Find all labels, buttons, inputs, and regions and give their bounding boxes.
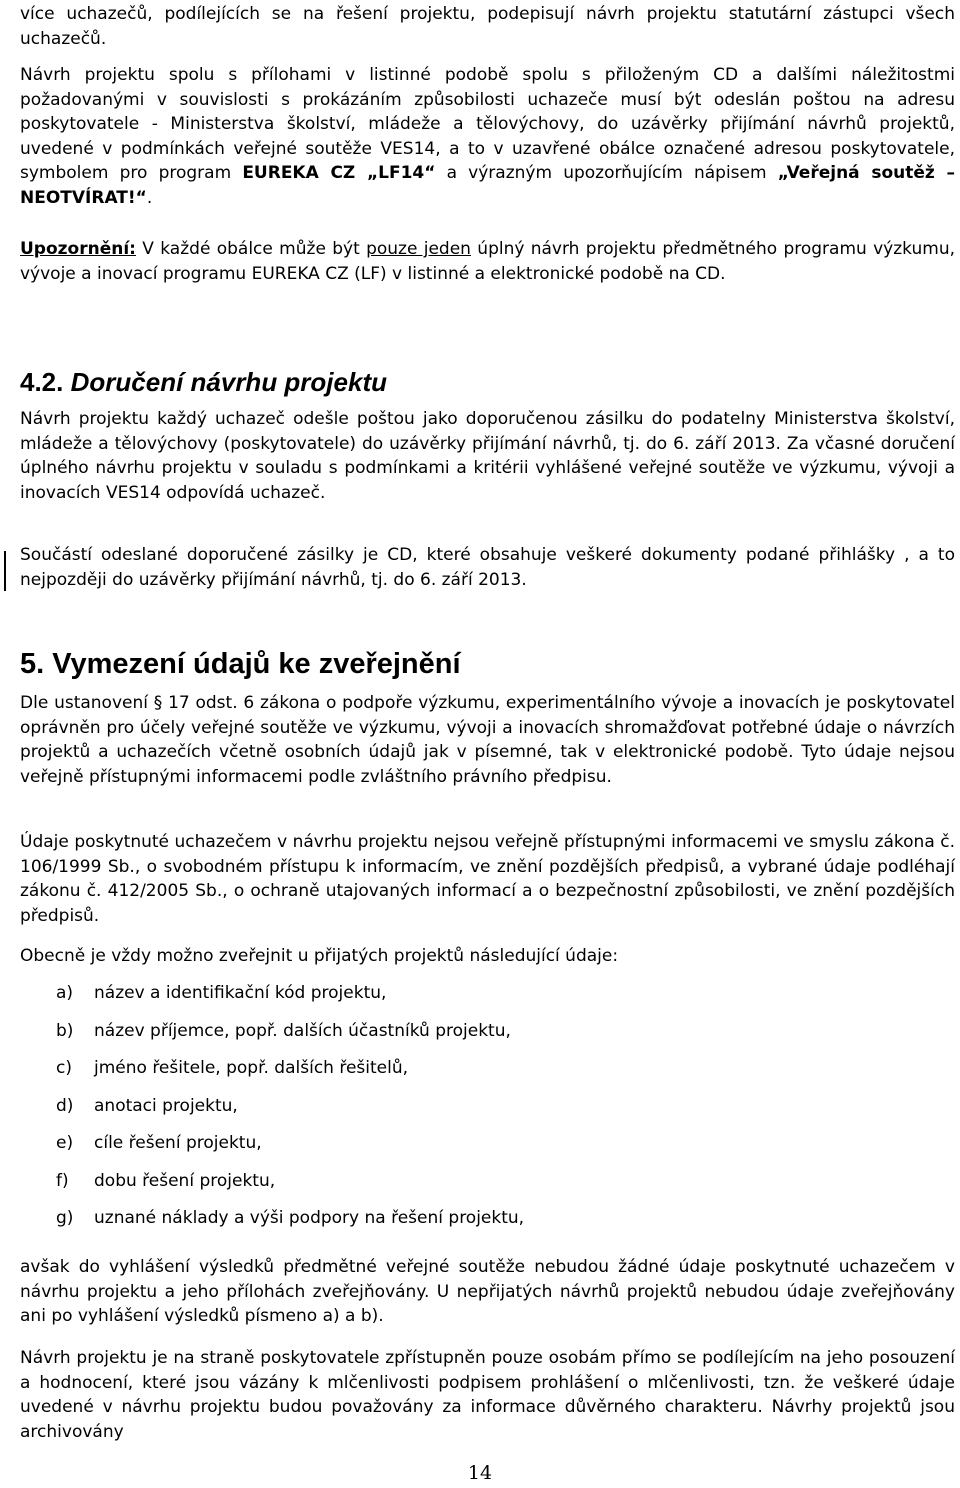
- section-title: Doručení návrhu projektu: [70, 367, 387, 397]
- submission-text-1: Návrh projektu spolu s přílohami v listinné podobě spolu s přiloženým CD a dalšími náležitostmi požadovanými v souvislosti s prokázáním způsobilosti uchazeče musí být odeslán poštou na adresu poskytovatele - Ministerstva školství, mládeže a tělovýchovy, do uzávěrky přijímání návrhů projektů, uvedené v podmínkách veřejné soutěže VES14, a to v uzavřené obálce označené adresou poskytovatele, symbolem pro program: [20, 65, 955, 183]
- paragraph-access: Návrh projektu je na straně poskytovatele zpřístupněn pouze osobám přímo se podílejícím na jeho posouzení a hodnocení, které jsou vázány k mlčenlivosti podpisem prohlášení o mlčenlivosti, tzn. že veškeré údaje uvedené v návrhu projektu budou považovány za informace důvěrného charakteru. Návrhy projektů jsou archivovány: [20, 1348, 955, 1442]
- paragraph-notice: [20, 237, 955, 286]
- notice-text-1: V každé obálce může být: [135, 239, 367, 259]
- section-heading-5: 5. Vymezení údajů ke zveřejnění: [20, 648, 461, 680]
- list-item: b) název příjemce, popř. dalších účastníků projektu,: [56, 1020, 511, 1041]
- envelope-warning: „Veřejná soutěž – NEOTVÍRAT!“: [20, 163, 955, 208]
- list-item: g) uznané náklady a výši podpory na řešení projektu,: [56, 1208, 525, 1228]
- submission-text-2: a výrazným upozorňujícím nápisem: [435, 163, 778, 183]
- paragraph-cd: Součástí odeslané doporučené zásilky je CD, které obsahuje veškeré dokumenty podané přihlášky , a to nejpozději do uzávěrky přijímání návrhů, tj. do 6. září 2013.: [20, 545, 955, 590]
- notice-text-2: úplný návrh projektu předmětného programu výzkumu, vývoje a inovací programu EUREKA CZ (LF) v listinné a elektronické podobě na CD.: [20, 239, 955, 284]
- page-number: 14: [467, 1462, 493, 1484]
- notice-label: Upozornění:: [20, 239, 136, 259]
- program-symbol: EUREKA CZ „LF14“: [242, 163, 436, 183]
- paragraph-legal-basis: Dle ustanovení § 17 odst. 6 zákona o podpoře výzkumu, experimentálního vývoje a inovacích je poskytovatel oprávněn pro účely veřejné soutěže ve výzkumu, vývoji a inovacích shromažďovat potřebné údaje o návrzích projektů a uchazečích včetně osobních údajů jak v písemné, tak v elektronické podobě. Tyto údaje nejsou veřejně přístupnými informacemi podle zvláštního právního předpisu.: [20, 693, 955, 787]
- section-heading-4-2: [20, 367, 387, 398]
- paragraph-delivery: Návrh projektu každý uchazeč odešle poštou jako doporučenou zásilku do podatelny Ministerstva školství, mládeže a tělovýchovy (poskytovatele) do uzávěrky přijímání návrhů, tj. do 6. září 2013. Za včasné doručení úplného návrhu projektu v souladu s podmínkami a kritérii vyhlášené veřejné soutěže ve výzkumu, vývoji a inovacích VES14 odpovídá uchazeč.: [20, 409, 955, 503]
- paragraph-submission: [20, 63, 955, 210]
- paragraph-publication-timing: avšak do vyhlášení výsledků předmětné veřejné soutěže nebudou žádné údaje poskytnuté uchazečem v návrhu projektu a jeho přílohách zveřejňovány. U nepřijatých návrhů projektů nebudou údaje zveřejňovány ani po vyhlášení výsledků písmeno a) a b).: [20, 1257, 955, 1326]
- list-item: c) jméno řešitele, popř. dalších řešitelů,: [56, 1058, 409, 1078]
- section-number: 4.2.: [20, 367, 64, 397]
- list-item: e) cíle řešení projektu,: [56, 1133, 262, 1153]
- change-bar: [4, 551, 6, 591]
- publishable-data-list: [56, 983, 524, 1246]
- list-item: f) dobu řešení projektu,: [56, 1170, 276, 1191]
- notice-underlined: pouze jeden: [366, 239, 471, 259]
- submission-text-3: .: [146, 187, 153, 208]
- paragraph-signatures: více uchazečů, podílejících se na řešení projektu, podepisují návrh projektu statutární zástupci všech uchazečů.: [20, 4, 955, 49]
- list-item: d) anotaci projektu,: [56, 1095, 238, 1116]
- paragraph-confidentiality: Údaje poskytnuté uchazečem v návrhu projektu nejsou veřejně přístupnými informacemi ve smyslu zákona č. 106/1999 Sb., o svobodném přístupu k informacím, ve znění pozdějších předpisů, a vybrané údaje podléhají zákonu č. 412/2005 Sb., o ochraně utajovaných informací a o bezpečnostní způsobilosti, ve znění pozdějších předpisů.: [20, 832, 955, 926]
- list-item: a) název a identifikační kód projektu,: [56, 983, 387, 1003]
- paragraph-publishable-intro: Obecně je vždy možno zveřejnit u přijatých projektů následující údaje:: [20, 946, 619, 966]
